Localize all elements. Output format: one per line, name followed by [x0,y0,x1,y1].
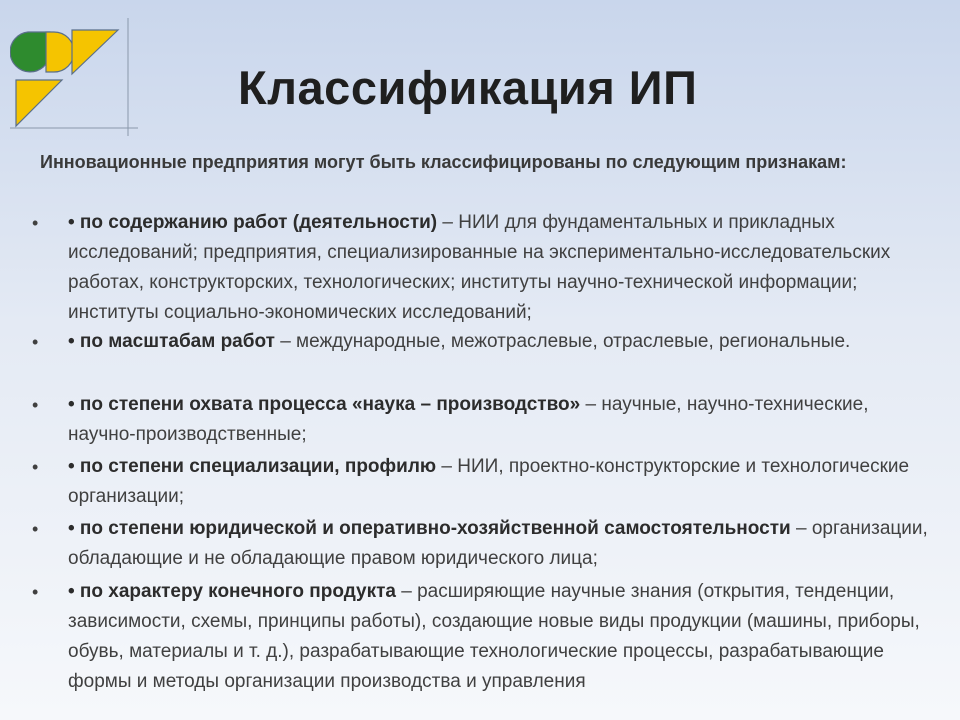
bullet-marker: • [32,519,39,539]
intro-text: Инновационные предприятия могут быть классифицированы по следующим признакам: [40,152,847,172]
item-lead: • по масштабам работ [68,331,275,352]
item-text [68,514,932,574]
bullet-marker: • [32,332,39,352]
item-rest: – международные, межотраслевые, отраслевые, региональные. [274,331,851,352]
bullet-marker: • [32,395,39,415]
item-lead: • по степени юридической и оперативно-хозяйственной самостоятельности [68,518,791,539]
item-text [68,452,932,512]
item-lead: • по степени специализации, профилю [68,456,437,477]
item-rest: – НИИ для фундаментальных и прикладных исследований; предприятия, специализированные на экспериментально-исследовательских работах, конструкторских, технологических; институты научно-технической информации; институты социально-экономических исследований; [68,212,891,323]
item-text [68,327,932,357]
page-title: Классификация ИП [238,61,698,114]
item-rest: – НИИ, проектно-конструкторские и технологические организации; [68,456,910,507]
bullet-marker: • [32,582,39,602]
bullet-marker: • [32,213,39,233]
bullet-marker: • [32,457,39,477]
item-lead: • по характеру конечного продукта [68,581,396,602]
item-rest: – научные, научно-технические, научно-производственные; [68,394,869,445]
item-lead: • по содержанию работ (деятельности) [68,212,438,233]
item-text [68,208,932,328]
item-text [68,390,932,450]
item-rest: – расширяющие научные знания (открытия, тенденции, зависимости, схемы, принципы работы), создающие новые виды продукции (машины, приборы, обувь, материалы и т. д.), разрабатывающие технологические процессы, разрабатывающие формы и методы организации производства и управления [68,581,920,692]
item-rest: – организации, обладающие и не обладающие правом юридического лица; [68,518,928,569]
item-text [68,577,932,697]
item-lead: • по степени охвата процесса «наука – производство» [68,394,581,415]
